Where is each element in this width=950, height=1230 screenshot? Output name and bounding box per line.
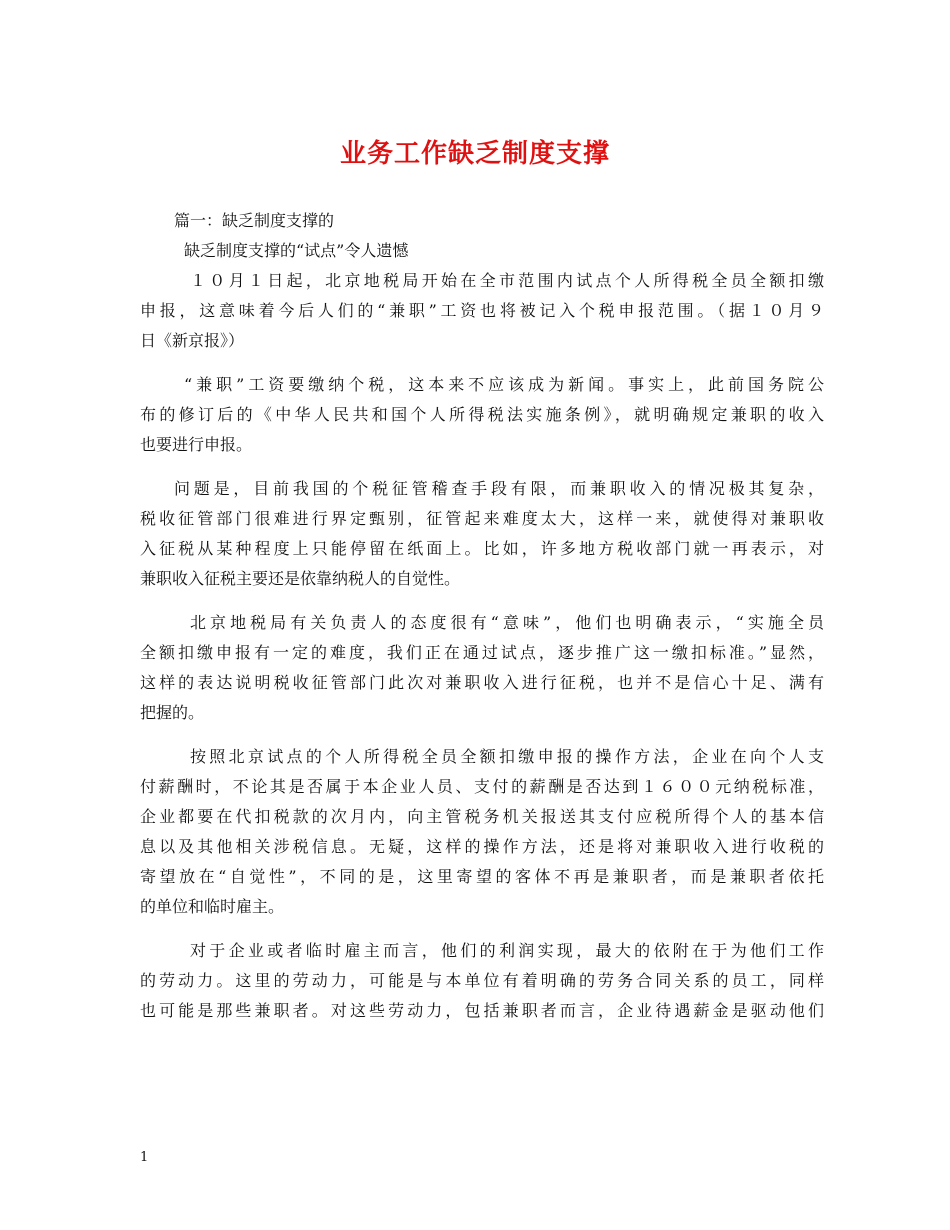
text-line: 税收征管部门很难进行界定甄别，征管起来难度太大，这样一来，就使得对兼职收 <box>140 509 824 528</box>
text-line: 也要进行申报。 <box>140 435 253 454</box>
text-line: 付薪酬时，不论其是否属于本企业人员、支付的薪酬是否达到１６００元纳税标准， <box>140 777 824 796</box>
text-line: 按照北京试点的个人所得税全员全额扣缴申报的操作方法，企业在向个人支 <box>190 747 824 766</box>
text-line: 也可能是那些兼职者。对这些劳动力，包括兼职者而言，企业待遇薪金是驱动他们 <box>140 1001 824 1020</box>
paragraph-3 <box>140 474 824 594</box>
text-line: 兼职收入征税主要还是依靠纳税人的自觉性。 <box>140 569 461 588</box>
document-title: 业务工作缺乏制度支撑 <box>339 139 610 169</box>
text-line: 申报，这意味着今后人们的“兼职”工资也将被记入个税申报范围。（据１０月９ <box>140 301 824 320</box>
text-line: 入征税从某种程度上只能停留在纸面上。比如，许多地方税收部门就一再表示，对 <box>140 539 824 558</box>
text-line: 的单位和临时雇主。 <box>140 897 285 916</box>
text-line: 把握的。 <box>140 703 205 722</box>
text-line: 这样的表达说明税收征管部门此次对兼职收入进行征税，也并不是信心十足、满有 <box>140 673 824 692</box>
paragraph-1 <box>140 266 824 356</box>
text-line: 北京地税局有关负责人的态度很有“意味”，他们也明确表示，“实施全员 <box>190 613 824 632</box>
text-line: “兼职”工资要缴纳个税，这本来不应该成为新闻。事实上，此前国务院公 <box>184 375 824 394</box>
text-line: 日《新京报》） <box>140 331 245 350</box>
subheading-line: 缺乏制度支撑的“试点”令人遗憾 <box>184 241 409 260</box>
text-line: 全额扣缴申报有一定的难度，我们正在通过试点，逐步推广这一缴扣标准。”显然， <box>140 643 824 662</box>
heading-line: 篇一：缺乏制度支撑的 <box>174 211 335 230</box>
document-body <box>140 206 824 1026</box>
text-line: 问题是，目前我国的个税征管稽查手段有限，而兼职收入的情况极其复杂， <box>174 479 824 498</box>
paragraph-5 <box>140 742 824 922</box>
text-line: １０月１日起，北京地税局开始在全市范围内试点个人所得税全员全额扣缴 <box>190 271 824 290</box>
text-line: 的劳动力。这里的劳动力，可能是与本单位有着明确的劳务合同关系的员工，同样 <box>140 971 824 990</box>
text-line: 对于企业或者临时雇主而言，他们的利润实现，最大的依附在于为他们工作 <box>190 941 824 960</box>
text-line: 企业都要在代扣税款的次月内，向主管税务机关报送其支付应税所得个人的基本信 <box>140 807 824 826</box>
page-number: 1 <box>140 1150 149 1165</box>
text-line: 布的修订后的《中华人民共和国个人所得税法实施条例》，就明确规定兼职的收入 <box>140 405 824 424</box>
text-line: 寄望放在“自觉性”，不同的是，这里寄望的客体不再是兼职者，而是兼职者依托 <box>140 867 824 886</box>
text-line: 息以及其他相关涉税信息。无疑，这样的操作方法，还是将对兼职收入进行收税的 <box>140 837 824 856</box>
paragraph-6 <box>140 936 824 1026</box>
paragraph-2 <box>140 370 824 460</box>
paragraph-4 <box>140 608 824 728</box>
